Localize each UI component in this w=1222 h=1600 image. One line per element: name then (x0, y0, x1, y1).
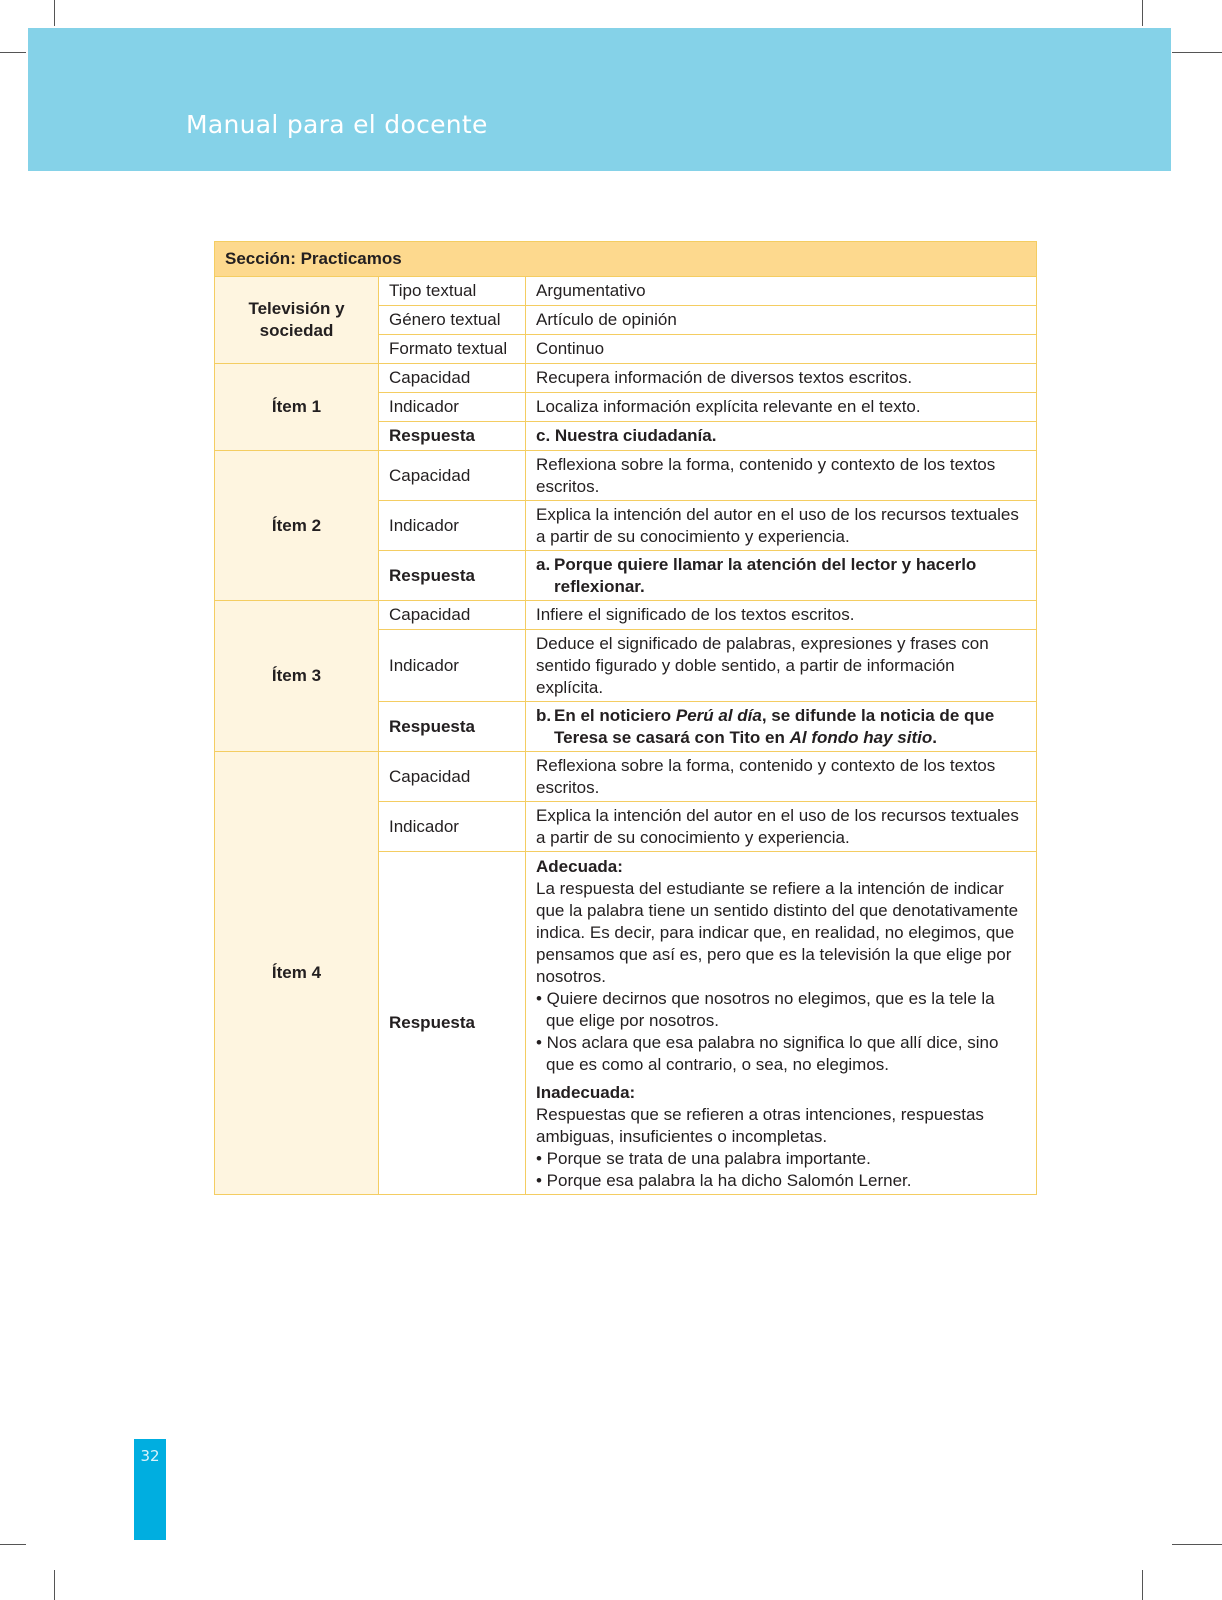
page-number-tab (134, 1439, 166, 1540)
item-2-label: Ítem 2 (215, 451, 379, 601)
indicador-label: Indicador (379, 630, 526, 702)
capacidad-value: Recupera información de diversos textos escritos. (526, 364, 1037, 393)
item-4-label: Ítem 4 (215, 752, 379, 1195)
crop-mark (1142, 1570, 1143, 1600)
header-title: Manual para el docente (186, 110, 488, 139)
group-label-television: Televisión y sociedad (215, 277, 379, 364)
answer-letter: a. (536, 554, 551, 574)
crop-mark (1172, 52, 1222, 53)
indicador-label: Indicador (379, 501, 526, 551)
respuesta-label: Respuesta (379, 422, 526, 451)
row-label: Formato textual (379, 335, 526, 364)
answer-text: Porque quiere llamar la atención del lector y hacerlo reflexionar. (554, 554, 977, 596)
crop-mark (0, 1544, 26, 1545)
row-value: Argumentativo (526, 277, 1037, 306)
respuesta-label: Respuesta (379, 852, 526, 1195)
answer-text-part: . (932, 727, 937, 747)
capacidad-value: Reflexiona sobre la forma, contenido y contexto de los textos escritos. (526, 752, 1037, 802)
indicador-label: Indicador (379, 393, 526, 422)
inadecuada-heading: Inadecuada: (536, 1083, 636, 1102)
row-label: Tipo textual (379, 277, 526, 306)
capacidad-label: Capacidad (379, 601, 526, 630)
item-1-label: Ítem 1 (215, 364, 379, 451)
respuesta-value (526, 551, 1037, 601)
answer-text-part: , se difunde la noticia de que Teresa se casará con Tito en (554, 705, 995, 747)
crop-mark (0, 52, 26, 53)
respuesta-value (526, 852, 1037, 1195)
answer-letter: b. (536, 705, 552, 725)
answer-italic-title: Al fondo hay sitio (789, 727, 933, 747)
inadecuada-text: Respuestas que se refieren a otras intenciones, respuestas ambiguas, insuficientes o incompletas. (536, 1105, 984, 1146)
adecuada-bullet: • Nos aclara que esa palabra no significa lo que allí dice, sino que es como al contrario, o sea, no elegimos. (536, 1033, 999, 1074)
item-3-label: Ítem 3 (215, 601, 379, 752)
indicador-value: Deduce el significado de palabras, expresiones y frases con sentido figurado y doble sentido, a partir de información explícita. (526, 630, 1037, 702)
crop-mark (1172, 1544, 1222, 1545)
adecuada-text: La respuesta del estudiante se refiere a la intención de indicar que la palabra tiene un sentido distinto del que denotativamente indica. Es decir, para indicar que, en realidad, no elegimos, que pensamos que así es, pero que es la televisión la que elige por nosotros. (536, 879, 1019, 986)
capacidad-value: Reflexiona sobre la forma, contenido y contexto de los textos escritos. (526, 451, 1037, 501)
crop-mark (54, 0, 55, 26)
respuesta-label: Respuesta (379, 551, 526, 601)
adecuada-bullet: • Quiere decirnos que nosotros no elegimos, que es la tele la que elige por nosotros. (536, 989, 995, 1030)
page-number: 32 (140, 1447, 160, 1465)
capacidad-label: Capacidad (379, 451, 526, 501)
respuesta-value: c. Nuestra ciudadanía. (526, 422, 1037, 451)
row-value: Artículo de opinión (526, 306, 1037, 335)
header-band (28, 28, 1171, 171)
section-title: Sección: Practicamos (215, 242, 1037, 277)
answer-text-part: En el noticiero (554, 705, 676, 725)
capacidad-label: Capacidad (379, 752, 526, 802)
indicador-value: Explica la intención del autor en el uso de los recursos textuales a partir de su conocimiento y experiencia. (526, 802, 1037, 852)
adecuada-heading: Adecuada: (536, 857, 623, 876)
inadecuada-bullet: • Porque esa palabra la ha dicho Salomón Lerner. (536, 1171, 912, 1190)
row-label: Género textual (379, 306, 526, 335)
respuesta-label: Respuesta (379, 702, 526, 752)
inadecuada-bullet: • Porque se trata de una palabra importante. (536, 1149, 871, 1168)
crop-mark (1142, 0, 1143, 26)
answer-italic-title: Perú al día (675, 705, 762, 725)
indicador-label: Indicador (379, 802, 526, 852)
practice-table (214, 241, 1037, 1195)
indicador-value: Localiza información explícita relevante en el texto. (526, 393, 1037, 422)
row-value: Continuo (526, 335, 1037, 364)
respuesta-value (526, 702, 1037, 752)
indicador-value: Explica la intención del autor en el uso de los recursos textuales a partir de su conocimiento y experiencia. (526, 501, 1037, 551)
capacidad-label: Capacidad (379, 364, 526, 393)
capacidad-value: Infiere el significado de los textos escritos. (526, 601, 1037, 630)
crop-mark (54, 1570, 55, 1600)
